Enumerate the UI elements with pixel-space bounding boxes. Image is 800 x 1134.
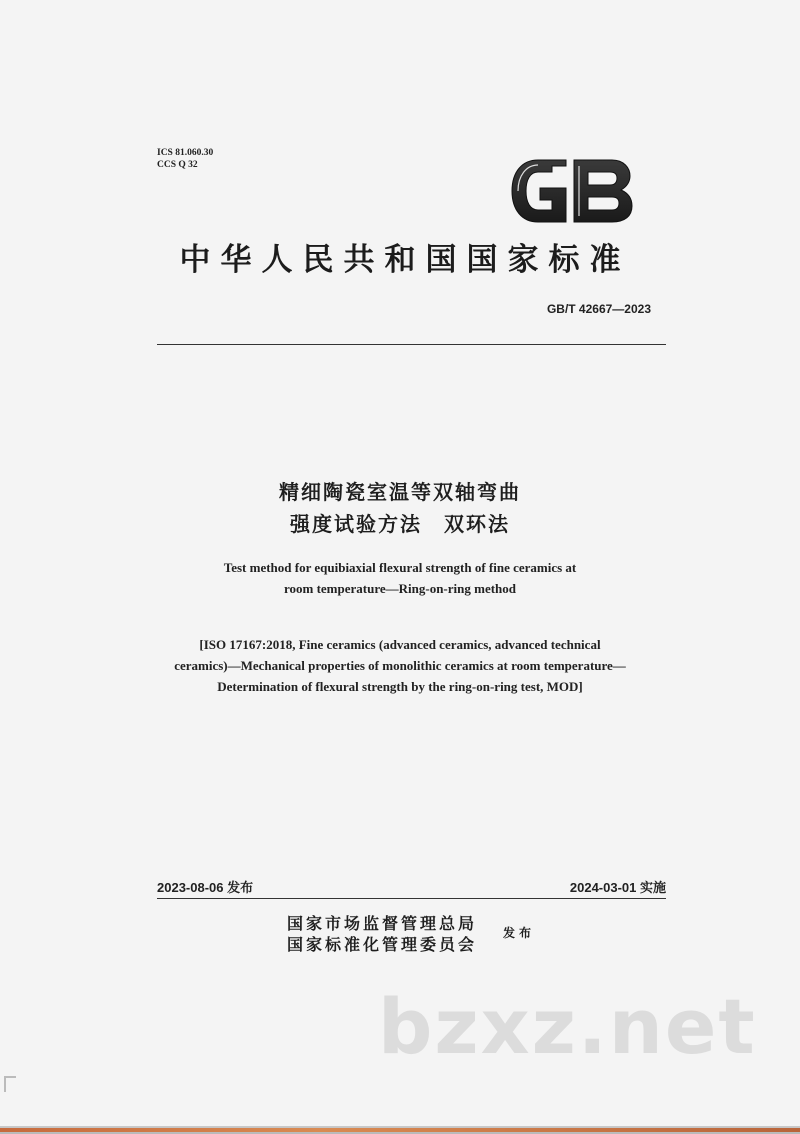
footer-divider xyxy=(157,898,666,899)
corner-mark xyxy=(4,1076,16,1092)
issuer-sac: 国家标准化管理委员会 xyxy=(287,935,478,954)
issuer-samr: 国家市场监督管理总局 xyxy=(287,914,478,933)
issuing-authorities xyxy=(287,913,477,955)
english-title-line-2: room temperature—Ring-on-ring method xyxy=(283,581,517,596)
english-title-line-1: Test method for equibiaxial flexural strength of fine ceramics at xyxy=(223,560,577,575)
iso-reference-line-3: Determination of flexural strength by the ring-on-ring test, MOD] xyxy=(217,679,583,694)
iso-reference-line-1: [ISO 17167:2018, Fine ceramics (advanced ceramics, advanced technical xyxy=(199,637,601,652)
chinese-title-line-1: 精细陶瓷室温等双轴弯曲 xyxy=(279,480,521,504)
classification-codes xyxy=(157,147,213,171)
watermark: bzxz.net xyxy=(378,982,757,1071)
national-standard-heading: 中华人民共和国国家标准 xyxy=(179,242,631,278)
header-divider xyxy=(157,344,666,345)
page-bottom-edge xyxy=(0,1126,800,1134)
issue-date: 2023-08-06 发布 xyxy=(157,880,254,895)
issue-word: 发布 xyxy=(503,926,536,940)
implementation-date: 2024-03-01 实施 xyxy=(569,880,666,895)
gb-logo xyxy=(508,156,636,226)
standard-number: GB/T 42667—2023 xyxy=(546,302,651,316)
ccs-code: CCS Q 32 xyxy=(157,160,198,170)
ics-code: ICS 81.060.30 xyxy=(157,148,214,158)
chinese-title-line-2: 强度试验方法 双环法 xyxy=(290,512,510,536)
bottom-accent-bar xyxy=(0,1128,800,1132)
iso-reference-line-2: ceramics)—Mechanical properties of monolithic ceramics at room temperature— xyxy=(174,658,626,673)
